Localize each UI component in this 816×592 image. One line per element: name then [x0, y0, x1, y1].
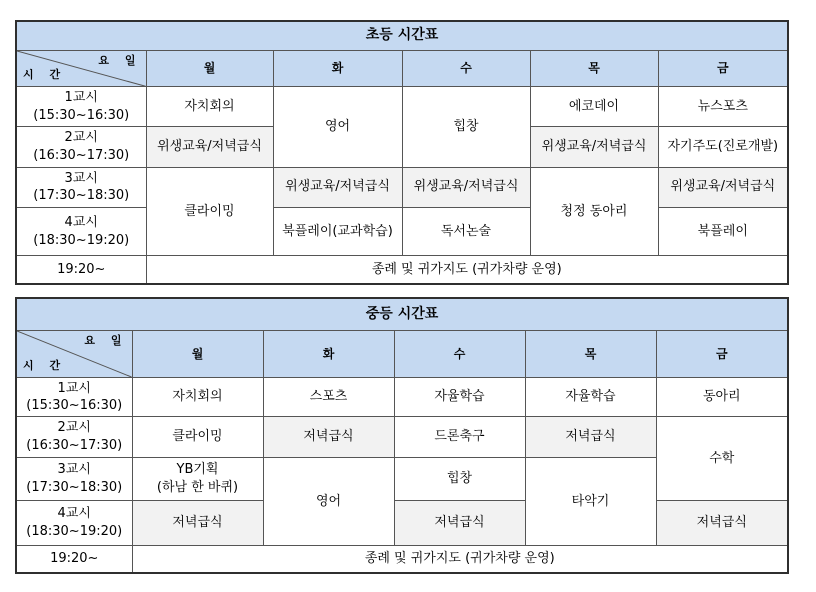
cell-fri-p4: 저녁급식 [656, 500, 788, 545]
cell-wed-p2: 드론축구 [394, 417, 525, 458]
cell-wed-p12: 힙창 [402, 86, 530, 167]
cell-fri-p23: 수학 [656, 417, 788, 501]
corner-time-label: 시 간 [23, 359, 67, 373]
period-3-cell [16, 457, 132, 500]
timetable-title: 초등 시간표 [16, 21, 788, 50]
cell-mon-p2: 클라이밍 [132, 417, 263, 458]
period-2-cell [16, 417, 132, 458]
day-header-mon: 월 [146, 50, 273, 86]
cell-thu-p34: 타악기 [525, 457, 656, 545]
period-1-cell [16, 86, 146, 126]
cell-wed-p4: 저녁급식 [394, 500, 525, 545]
corner-header [16, 50, 146, 86]
period-time: (18:30~19:20) [33, 232, 130, 248]
period-time: (17:30~18:30) [33, 188, 130, 204]
period-3-cell [16, 167, 146, 207]
day-header-thu: 목 [530, 50, 658, 86]
period-name: 3교시 [57, 462, 91, 478]
cell-tue-p1: 스포츠 [263, 378, 394, 417]
period-time: (16:30~17:30) [33, 147, 130, 163]
cell-fri-p4: 북플레이 [658, 207, 788, 255]
cell-tue-p2: 저녁급식 [263, 417, 394, 458]
cell-wed-p4: 독서논술 [402, 207, 530, 255]
period-name: 1교시 [57, 380, 91, 396]
period-4-cell [16, 207, 146, 255]
cell-tue-p4: 북플레이(교과학습) [273, 207, 402, 255]
day-header-fri: 금 [656, 331, 788, 378]
day-header-mon: 월 [132, 331, 263, 378]
period-name: 4교시 [64, 215, 98, 230]
cell-tue-p3: 위생교육/저녁급식 [273, 167, 402, 207]
period-name: 4교시 [57, 506, 91, 522]
cell-fri-p1: 동아리 [656, 378, 788, 417]
dismissal-time: 19:20~ [16, 256, 146, 284]
corner-time-label: 시 간 [23, 68, 67, 82]
cell-mon-p4: 저녁급식 [132, 500, 263, 545]
cell-mon-p1: 자치회의 [146, 86, 273, 126]
cell-tue-p12: 영어 [273, 86, 402, 167]
cell-mon-p1: 자치회의 [132, 378, 263, 417]
cell-thu-p2: 위생교육/저녁급식 [530, 127, 658, 167]
cell-fri-p1: 뉴스포츠 [658, 86, 788, 126]
corner-day-label: 요 일 [98, 53, 142, 67]
day-header-wed: 수 [402, 50, 530, 86]
period-time: (18:30~19:20) [26, 523, 123, 539]
cell-fri-p2: 자기주도(진로개발) [658, 127, 788, 167]
cell-thu-p34: 청정 동아리 [530, 167, 658, 256]
corner-day-label: 요 일 [84, 334, 128, 348]
cell-thu-p2: 저녁급식 [525, 417, 656, 458]
day-header-tue: 화 [273, 50, 402, 86]
corner-header [16, 331, 132, 378]
cell-wed-p3: 힙창 [394, 457, 525, 500]
middle-timetable [15, 297, 789, 574]
dismissal-time: 19:20~ [16, 545, 132, 573]
cell-wed-p3: 위생교육/저녁급식 [402, 167, 530, 207]
cell-mon-p2: 위생교육/저녁급식 [146, 127, 273, 167]
cell-wed-p1: 자율학습 [394, 378, 525, 417]
timetable-title: 중등 시간표 [16, 298, 788, 331]
day-header-wed: 수 [394, 331, 525, 378]
period-time: (15:30~16:30) [33, 107, 130, 123]
period-name: 2교시 [64, 130, 98, 146]
dismissal-activity: 종례 및 귀가지도 (귀가차량 운영) [146, 256, 788, 284]
cell-fri-p3: 위생교육/저녁급식 [658, 167, 788, 207]
period-4-cell [16, 500, 132, 545]
dismissal-activity: 종례 및 귀가지도 (귀가차량 운영) [132, 545, 788, 573]
period-name: 3교시 [64, 170, 98, 186]
cell-tue-p34: 영어 [263, 457, 394, 545]
period-1-cell [16, 378, 132, 417]
period-time: (17:30~18:30) [26, 479, 123, 495]
cell-mon-p3-line1: YB기획 [176, 462, 219, 478]
period-time: (15:30~16:30) [26, 398, 123, 414]
cell-thu-p1: 자율학습 [525, 378, 656, 417]
period-2-cell [16, 127, 146, 167]
period-name: 2교시 [57, 420, 91, 436]
period-time: (16:30~17:30) [26, 438, 123, 453]
cell-mon-p3 [132, 457, 263, 500]
elementary-timetable [15, 20, 789, 285]
day-header-tue: 화 [263, 331, 394, 378]
day-header-thu: 목 [525, 331, 656, 378]
cell-thu-p1: 에코데이 [530, 86, 658, 126]
day-header-fri: 금 [658, 50, 788, 86]
period-name: 1교시 [64, 90, 98, 106]
cell-mon-p3-line2: (하남 한 바퀴) [156, 479, 239, 495]
cell-mon-p34: 클라이밍 [146, 167, 273, 256]
